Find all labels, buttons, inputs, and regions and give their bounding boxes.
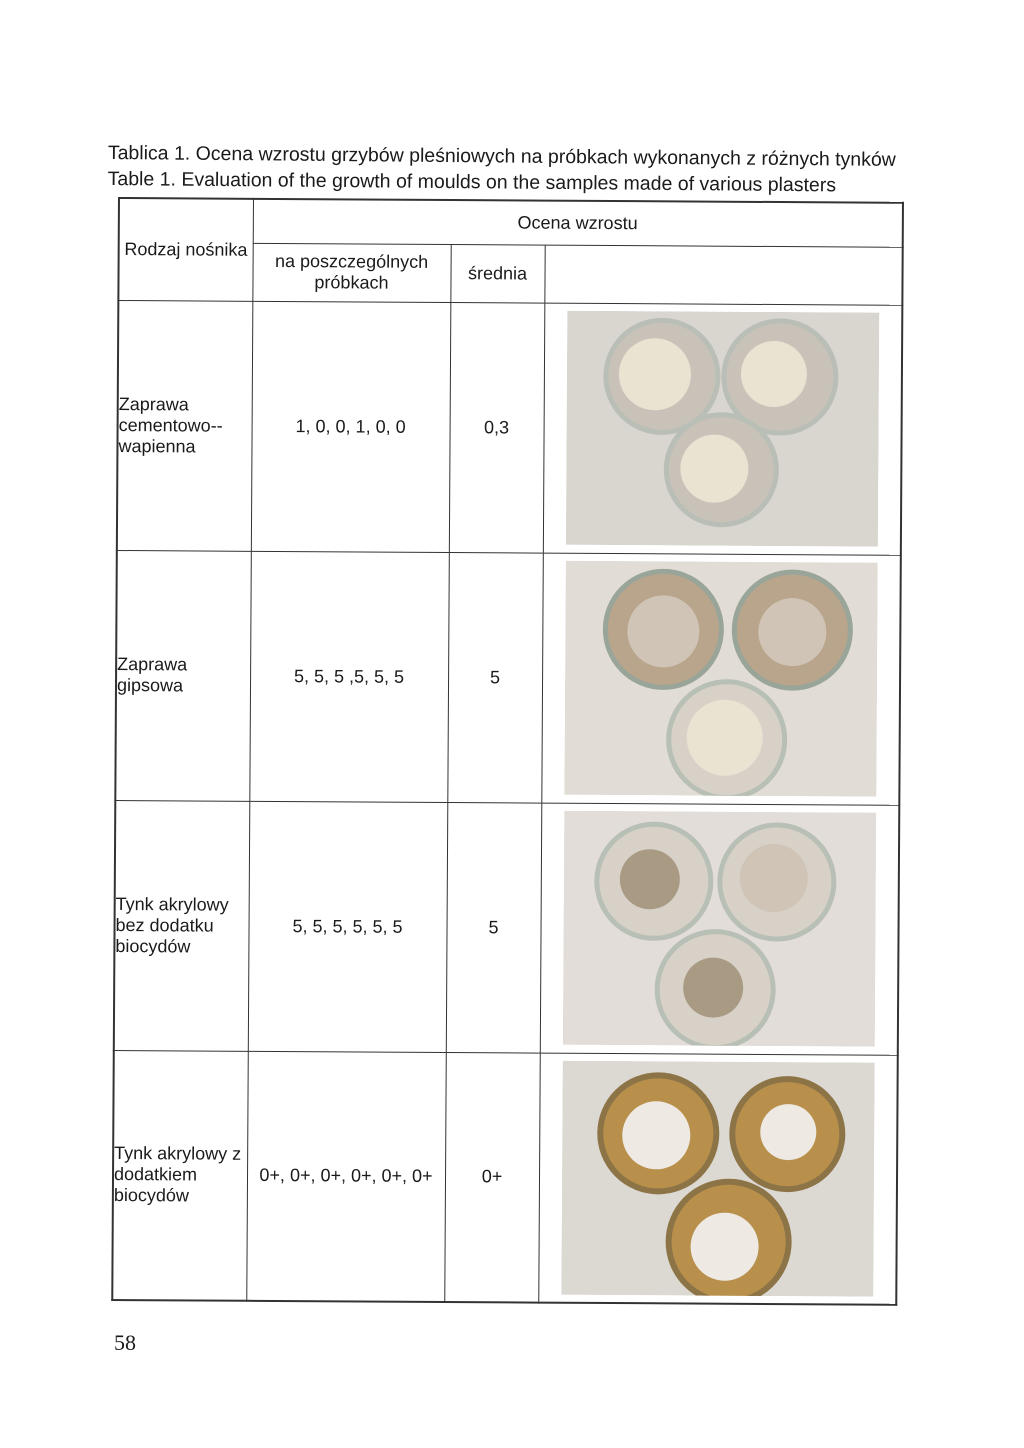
caption-polish: Tablica 1. Ocena wzrostu grzybów pleśniowych na próbkach wykonanych z różnych tynków: [107, 141, 896, 171]
substrate-type-cell: Zaprawa cementowo--wapienna: [117, 300, 253, 551]
per-sample-values-cell: 0+, 0+, 0+, 0+, 0+, 0+: [246, 1051, 446, 1302]
table-row: [117, 300, 903, 555]
header-substrate-type: Rodzaj nośnika: [118, 198, 253, 301]
per-sample-values-cell: 1, 0, 0, 1, 0, 0: [251, 301, 451, 552]
photo-cell: [541, 553, 901, 805]
header-per-sample: na poszczególnych próbkach: [252, 243, 450, 302]
table-caption: [108, 140, 928, 199]
petri-dish-photo: [564, 561, 877, 797]
table-row: [114, 800, 900, 1055]
header-photo-blank: [544, 245, 902, 305]
substrate-type-cell: Zaprawa gipsowa: [115, 550, 251, 801]
substrate-type-cell: Tynk akrylowy z dodatkiem biocydów: [112, 1050, 248, 1301]
header-growth-evaluation: Ocena wzrostu: [253, 199, 903, 247]
plaster-sample: [740, 341, 806, 407]
plaster-sample: [619, 849, 679, 909]
plaster-sample: [758, 598, 826, 666]
plaster-sample: [680, 434, 748, 502]
per-sample-values-cell: 5, 5, 5 ,5, 5, 5: [249, 551, 449, 802]
per-sample-values-cell: 5, 5, 5, 5, 5, 5: [248, 801, 448, 1052]
mould-growth-table: [111, 197, 904, 1306]
photo-cell: [543, 303, 903, 555]
average-value-cell: 5: [447, 552, 543, 803]
average-value-cell: 5: [446, 802, 542, 1053]
plaster-sample: [739, 844, 807, 912]
caption-english: Table 1. Evaluation of the growth of moulds on the samples made of various plasters: [107, 167, 837, 197]
header-row: [119, 198, 903, 247]
petri-dish-photo: [566, 311, 879, 547]
substrate-type-cell: Tynk akrylowy bez dodatku biocydów: [114, 800, 250, 1051]
plaster-sample: [760, 1104, 816, 1160]
table-row: [115, 550, 901, 805]
average-value-cell: 0+: [444, 1052, 540, 1303]
plaster-sample: [683, 957, 743, 1017]
plaster-sample: [622, 1101, 690, 1169]
table-row: [112, 1050, 898, 1305]
photo-cell: [538, 1053, 898, 1305]
header-average: średnia: [450, 244, 544, 303]
plaster-sample: [690, 1212, 758, 1280]
plaster-sample: [686, 699, 762, 775]
petri-dish-photo: [563, 811, 876, 1047]
petri-dish-photo: [561, 1060, 874, 1296]
average-value-cell: 0,3: [449, 302, 545, 553]
plaster-sample: [627, 595, 699, 667]
photo-cell: [540, 803, 900, 1055]
plaster-sample: [618, 338, 690, 410]
page-number: 58: [114, 1330, 136, 1355]
